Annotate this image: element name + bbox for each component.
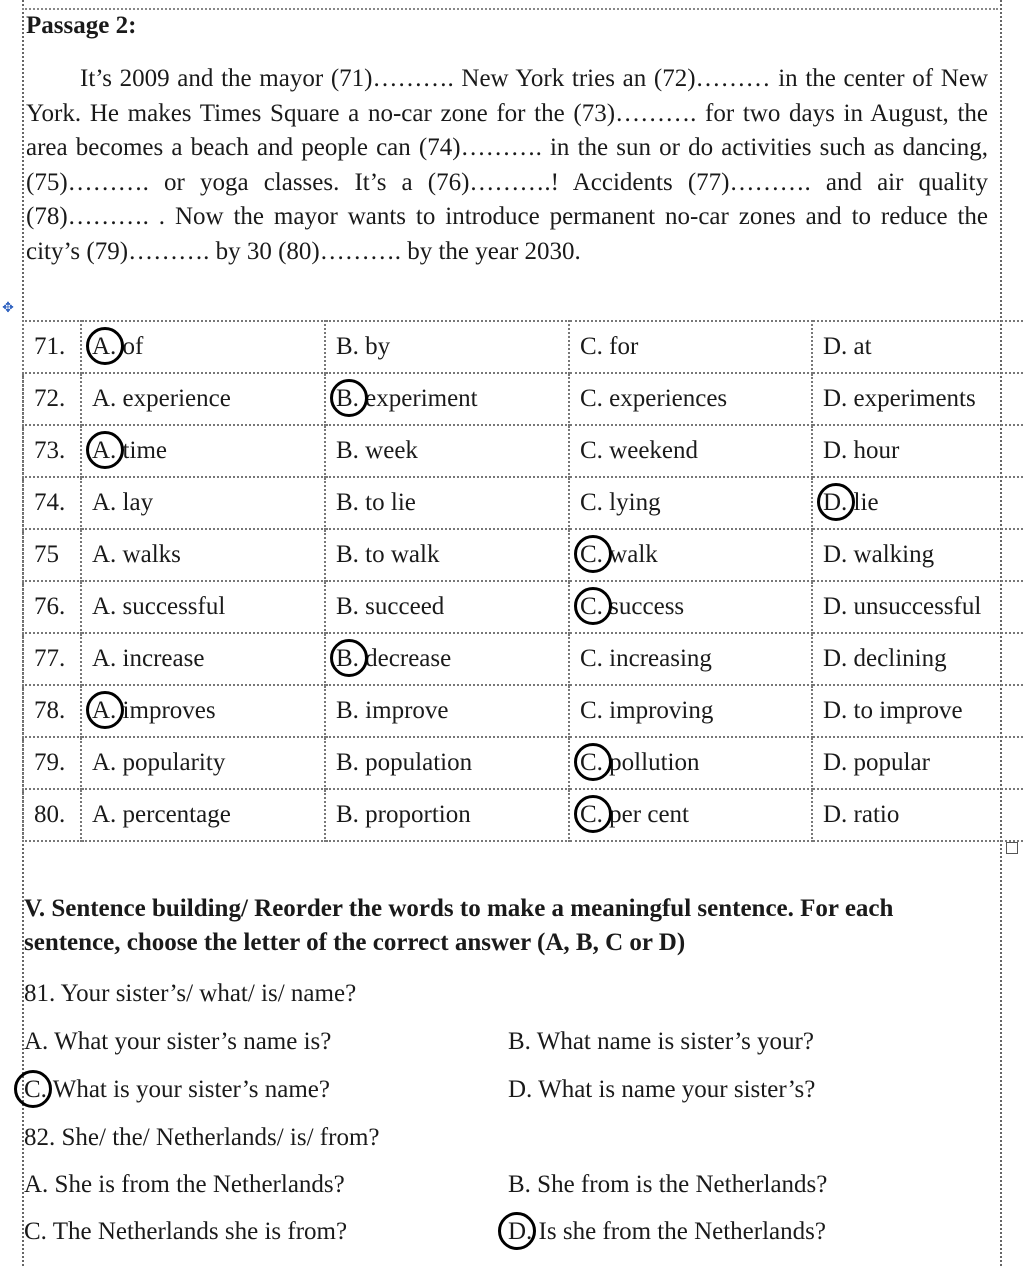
answer-option[interactable]: D. walking [812,529,1024,581]
answer-circle [330,379,368,417]
answer-option[interactable]: D. hour [812,425,1024,477]
table-move-handle-icon[interactable]: ✥ [2,300,14,316]
answer-option[interactable]: A. percentage [81,789,325,841]
section-title: V. Sentence building/ Reorder the words to make a meaningful sentence. For each sentence, choose the letter of the correct answer (A, B, C or D) [24,895,894,956]
answer-option[interactable]: B. population [325,737,569,789]
q82-option-d[interactable]: D. Is she from the Netherlands? [508,1218,826,1246]
answer-circle [330,639,368,677]
answer-circle [574,795,612,833]
q82-option-a[interactable]: A. She is from the Netherlands? [24,1171,345,1198]
answer-option[interactable]: D. declining [812,633,1024,685]
answer-option[interactable]: A. time [81,425,325,477]
answer-option[interactable]: D. lie [812,477,1024,529]
question-number: 79. [23,737,81,789]
question-number: 72. [23,373,81,425]
answer-option[interactable]: C. walk [569,529,812,581]
question-row [23,529,1024,581]
passage-text [26,62,988,269]
answer-circle [817,483,855,521]
answer-option[interactable]: B. by [325,321,569,373]
answer-option[interactable]: C. per cent [569,789,812,841]
question-row [23,477,1024,529]
answer-option[interactable]: B. proportion [325,789,569,841]
question-row [23,685,1024,737]
question-row [23,581,1024,633]
question-number: 71. [23,321,81,373]
answer-option[interactable]: C. pollution [569,737,812,789]
answer-option[interactable]: D. to improve [812,685,1024,737]
question-number: 74. [23,477,81,529]
question-number: 76. [23,581,81,633]
question-number: 73. [23,425,81,477]
passage-heading: Passage 2: [26,12,137,39]
answer-option[interactable]: A. lay [81,477,325,529]
question-row [23,425,1024,477]
q81-prompt: 81. Your sister’s/ what/ is/ name? [24,980,357,1007]
q82-prompt: 82. She/ the/ Netherlands/ is/ from? [24,1124,380,1151]
answer-option[interactable]: B. to lie [325,477,569,529]
question-row [23,789,1024,841]
answer-circle [86,431,124,469]
answer-circle [86,691,124,729]
answer-circle [574,587,612,625]
question-number: 77. [23,633,81,685]
table-resize-handle[interactable] [1006,842,1018,854]
answer-option[interactable]: A. walks [81,529,325,581]
question-number: 80. [23,789,81,841]
question-row [23,633,1024,685]
answer-circle [574,535,612,573]
answer-option[interactable]: B. week [325,425,569,477]
answer-option[interactable]: C. success [569,581,812,633]
answer-table [22,320,1024,842]
answer-option[interactable]: D. ratio [812,789,1024,841]
answer-option[interactable]: A. experience [81,373,325,425]
answer-option[interactable]: B. improve [325,685,569,737]
question-number: 75 [23,529,81,581]
answer-circle [14,1070,52,1108]
answer-option[interactable]: D. at [812,321,1024,373]
question-number: 78. [23,685,81,737]
answer-option[interactable]: D. experiments [812,373,1024,425]
question-row [23,737,1024,789]
answer-option[interactable]: A. improves [81,685,325,737]
answer-circle [498,1212,536,1250]
answer-option[interactable]: C. for [569,321,812,373]
answer-option[interactable]: A. popularity [81,737,325,789]
q81-option-c[interactable]: C. What is your sister’s name? [24,1076,330,1104]
q81-option-b[interactable]: B. What name is sister’s your? [508,1028,814,1055]
answer-option[interactable]: D. unsuccessful [812,581,1024,633]
answer-option[interactable]: D. popular [812,737,1024,789]
answer-option[interactable]: B. to walk [325,529,569,581]
answer-circle [574,743,612,781]
q82-option-c[interactable]: C. The Netherlands she is from? [24,1218,348,1245]
answer-option[interactable]: A. increase [81,633,325,685]
answer-option[interactable]: C. increasing [569,633,812,685]
answer-option[interactable]: B. decrease [325,633,569,685]
answer-option[interactable]: C. experiences [569,373,812,425]
answer-circle [86,327,124,365]
top-rule [22,8,998,10]
q81-option-d[interactable]: D. What is name your sister’s? [508,1076,816,1103]
question-row [23,321,1024,373]
answer-option[interactable]: A. successful [81,581,325,633]
answer-option[interactable]: C. lying [569,477,812,529]
answer-option[interactable]: A. of [81,321,325,373]
passage-body: It’s 2009 and the mayor (71)………. New York tries an (72)……… in the center of New York. He makes Times Square a no-car zone for the (73)………. for two days in August, the area becomes a beach and people can (74)………. in the sun or do activities such as dancing, (75)………. or yoga classes. It’s a (76)……….! Accidents (77)………. and air quality (78)………. . Now the mayor wants to introduce permanent no-car zones and to reduce the city’s (79)………. by 30 (80)………. by the year 2030. [26,65,988,265]
q82-option-b[interactable]: B. She from is the Netherlands? [508,1171,828,1198]
question-row [23,373,1024,425]
answer-option[interactable]: B. experiment [325,373,569,425]
answer-option[interactable]: C. weekend [569,425,812,477]
answer-option[interactable]: C. improving [569,685,812,737]
answer-option[interactable]: B. succeed [325,581,569,633]
q81-option-a[interactable]: A. What your sister’s name is? [24,1028,332,1055]
